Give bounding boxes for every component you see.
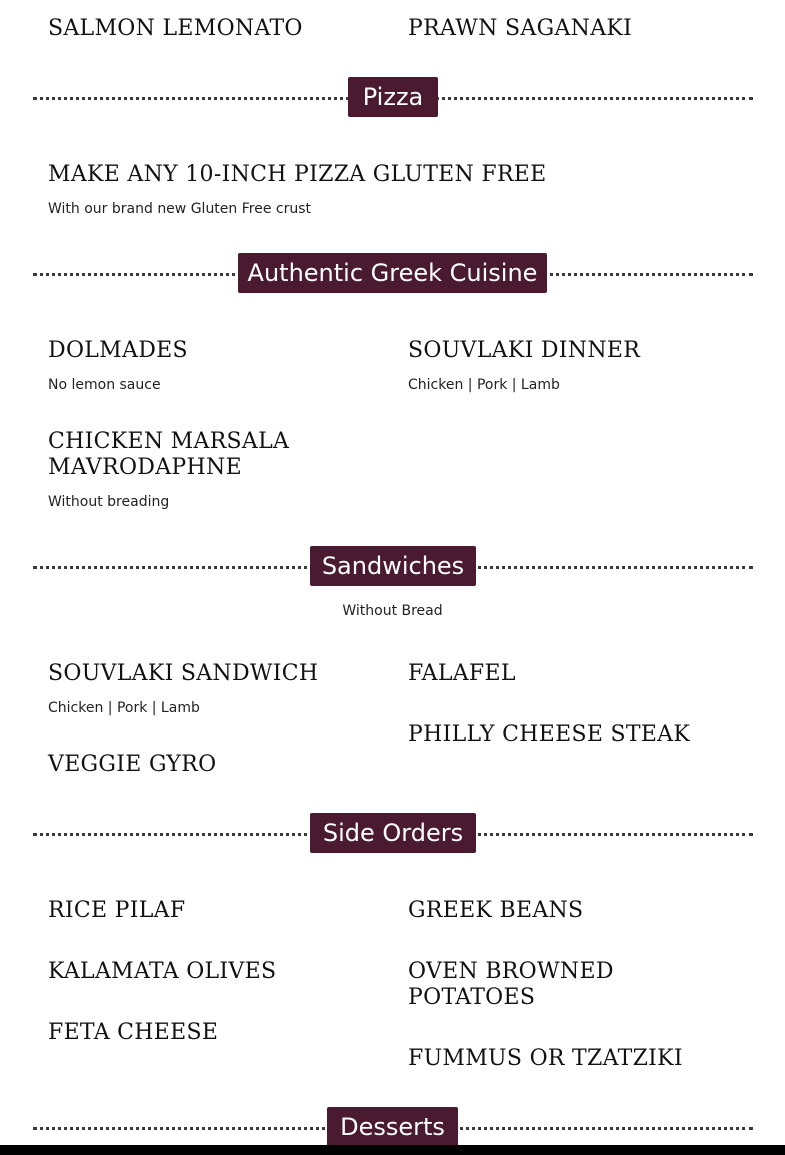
menu-item-name: SOUVLAKI SANDWICH	[48, 661, 319, 686]
menu-item-name: FUMMUS OR TZATZIKI	[408, 1046, 683, 1071]
menu-item-description: No lemon sauce	[48, 377, 161, 393]
section-note: Without Bread	[342, 603, 443, 619]
menu-item-name: SALMON LEMONATO	[48, 16, 303, 41]
menu-item-name: FALAFEL	[408, 661, 516, 686]
menu-item-description: Chicken | Pork | Lamb	[48, 700, 200, 716]
menu-item-name: RICE PILAF	[48, 898, 186, 923]
menu-item-name: PRAWN SAGANAKI	[408, 16, 633, 41]
section-header-greek-cuisine: Authentic Greek Cuisine	[238, 253, 547, 293]
menu-item-name: GREEK BEANS	[408, 898, 584, 923]
menu-item-description: Chicken | Pork | Lamb	[408, 377, 560, 393]
section-header-side-orders: Side Orders	[310, 813, 476, 853]
menu-item-name: KALAMATA OLIVES	[48, 959, 277, 984]
menu-item-name: MAKE ANY 10-INCH PIZZA GLUTEN FREE	[48, 162, 547, 187]
menu-item-name: VEGGIE GYRO	[48, 752, 217, 777]
menu-item-name: OVEN BROWNED POTATOES	[408, 959, 614, 1010]
section-header-sandwiches: Sandwiches	[310, 546, 476, 586]
menu-item-name: SOUVLAKI DINNER	[408, 338, 641, 363]
menu-item-description: Without breading	[48, 494, 170, 510]
menu-item-name: DOLMADES	[48, 338, 188, 363]
menu-item-name: FETA CHEESE	[48, 1020, 219, 1045]
section-header-desserts: Desserts	[327, 1107, 458, 1147]
menu-item-description: With our brand new Gluten Free crust	[48, 201, 312, 217]
bottom-bar	[0, 1145, 785, 1155]
menu-item-name: PHILLY CHEESE STEAK	[408, 722, 691, 747]
section-header-pizza: Pizza	[348, 77, 438, 117]
menu-item-name: CHICKEN MARSALA MAVRODAPHNE	[48, 429, 290, 480]
